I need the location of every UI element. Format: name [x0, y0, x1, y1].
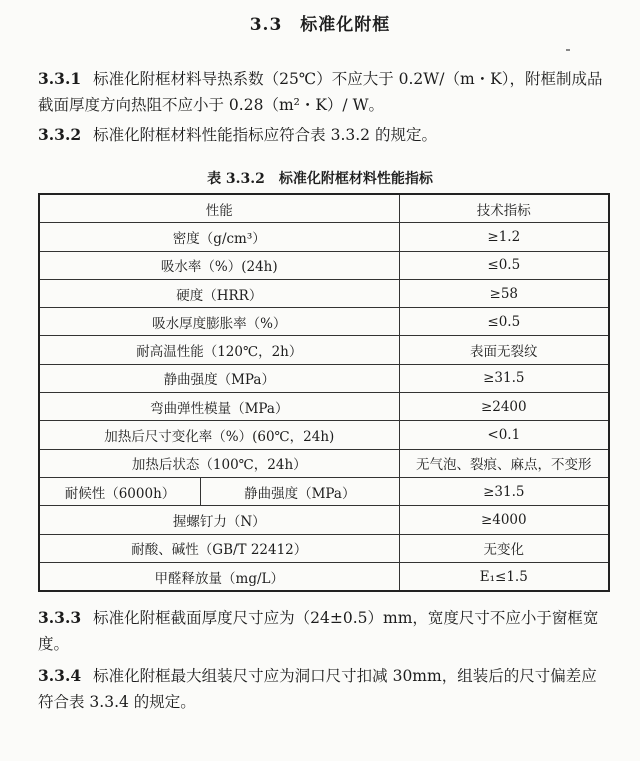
row-spec: <0.1 [399, 421, 609, 449]
row-property: 耐高温性能（120℃，2h） [39, 336, 399, 364]
row-spec: ≤0.5 [399, 308, 609, 336]
clause-3-3-3 [38, 605, 608, 657]
table-row [39, 534, 609, 562]
clause-3-3-4 [38, 663, 608, 715]
row-spec: ≤0.5 [399, 251, 609, 279]
table-row [39, 449, 609, 477]
table-row [39, 308, 609, 336]
table-row [39, 393, 609, 421]
row-spec: 无气泡、裂痕、麻点，不变形 [399, 449, 609, 477]
header-spec: 技术指标 [399, 194, 609, 223]
clause-text: 标准化附框截面厚度尺寸应为（24±0.5）mm，宽度尺寸不应小于窗框宽度。 [38, 609, 599, 653]
row-property: 静曲强度（MPa） [39, 364, 399, 392]
row-property: 甲醛释放量（mg/L） [39, 562, 399, 591]
material-spec-table [38, 193, 610, 592]
clause-text: 标准化附框最大组装尺寸应为洞口尺寸扣减 30mm，组装后的尺寸偏差应符合表 3.3.4 的规定。 [38, 667, 597, 711]
row-property: 耐酸、碱性（GB/T 22412） [39, 534, 399, 562]
table-row [39, 364, 609, 392]
scan-speck [566, 49, 570, 51]
table-row [39, 421, 609, 449]
row-property: 加热后状态（100℃，24h） [39, 449, 399, 477]
row-spec: 表面无裂纹 [399, 336, 609, 364]
table-row [39, 506, 609, 534]
row-spec: ≥31.5 [399, 477, 609, 505]
row-spec: ≥4000 [399, 506, 609, 534]
table-header-row [39, 194, 609, 223]
clause-number: 3.3.3 [38, 608, 82, 627]
clause-number: 3.3.4 [38, 666, 82, 685]
row-spec: ≥2400 [399, 393, 609, 421]
clause-3-3-2 [38, 122, 608, 148]
table-row [39, 336, 609, 364]
row-spec: 无变化 [399, 534, 609, 562]
clause-text: 标准化附框材料性能指标应符合表 3.3.2 的规定。 [93, 126, 437, 144]
row-group: 耐候性（6000h） [39, 477, 201, 505]
row-property: 硬度（HRR） [39, 279, 399, 307]
clause-number: 3.3.1 [38, 69, 82, 88]
clause-3-3-1 [38, 66, 608, 118]
row-property: 吸水率（%）(24h) [39, 251, 399, 279]
table-row [39, 279, 609, 307]
row-property: 密度（g/cm³） [39, 223, 399, 251]
table-row [39, 562, 609, 591]
table-row [39, 251, 609, 279]
table-caption: 表 3.3.2 标准化附框材料性能指标 [207, 171, 433, 187]
clause-number: 3.3.2 [38, 125, 82, 144]
header-property: 性能 [39, 194, 399, 223]
row-property: 吸水厚度膨胀率（%） [39, 308, 399, 336]
row-spec: E₁≤1.5 [399, 562, 609, 591]
row-spec: ≥58 [399, 279, 609, 307]
table-row [39, 223, 609, 251]
watermark-smudge [448, 734, 628, 756]
table-row [39, 477, 609, 505]
row-property: 弯曲弹性模量（MPa） [39, 393, 399, 421]
row-property: 加热后尺寸变化率（%）(60℃，24h) [39, 421, 399, 449]
row-property: 静曲强度（MPa） [201, 477, 400, 505]
row-property: 握螺钉力（N） [39, 506, 399, 534]
section-title: 3.3 标准化附框 [249, 15, 391, 35]
clause-text: 标准化附框材料导热系数（25℃）不应大于 0.2W/（m・K），附框制成品截面厚度方向热阻不应小于 0.28（m²・K）/ W。 [38, 70, 603, 114]
row-spec: ≥31.5 [399, 364, 609, 392]
row-spec: ≥1.2 [399, 223, 609, 251]
